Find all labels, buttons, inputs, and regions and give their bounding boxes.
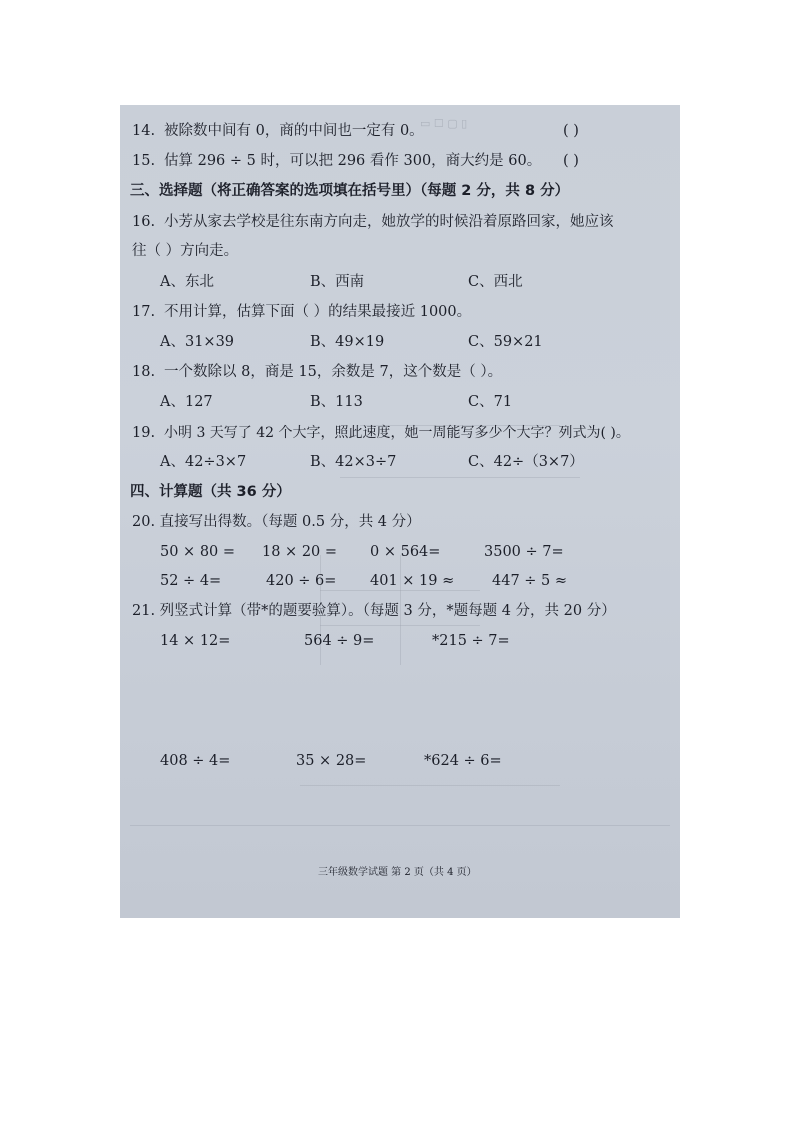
question-18-option-a[interactable]: A、127: [160, 394, 213, 410]
section-4-title: 四、计算题（共 36 分）: [130, 484, 291, 500]
q20-item: 52 ÷ 4=: [160, 573, 222, 589]
bleed-through: [130, 825, 670, 826]
q21-item: *215 ÷ 7=: [432, 633, 510, 649]
question-15-number: 15.: [132, 153, 156, 169]
question-16-option-a[interactable]: A、东北: [160, 274, 214, 290]
bleed-through: [300, 785, 560, 786]
question-18-option-b[interactable]: B、113: [310, 394, 363, 410]
question-16-option-b[interactable]: B、西南: [310, 274, 365, 290]
question-17-number: 17.: [132, 304, 156, 320]
question-19-option-a[interactable]: A、42÷3×7: [160, 454, 247, 470]
question-18-number: 18.: [132, 364, 156, 380]
q20-item: 401 × 19 ≈: [370, 573, 455, 589]
question-14-number: 14.: [132, 123, 156, 139]
question-19-option-c[interactable]: C、42÷（3×7）: [468, 454, 584, 470]
scanned-page: [120, 105, 680, 918]
question-21-title: 21. 列竖式计算（带*的题要验算）。（每题 3 分，*题每题 4 分，共 20 分）: [132, 603, 616, 619]
question-19-option-b[interactable]: B、42×3÷7: [310, 454, 397, 470]
question-15-text: 估算 296 ÷ 5 时，可以把 296 看作 300，商大约是 60。: [164, 153, 542, 169]
question-14-text: 被除数中间有 0，商的中间也一定有 0。: [164, 123, 424, 139]
bleed-through: ▭ ☐ ▢ ▯: [420, 117, 468, 130]
question-15-answer-blank[interactable]: ( ): [563, 153, 579, 169]
question-18-text: 一个数除以 8，商是 15，余数是 7，这个数是（ ）。: [164, 364, 503, 380]
q20-item: 447 ÷ 5 ≈: [492, 573, 568, 589]
bleed-through: [340, 477, 580, 478]
question-16-number: 16.: [132, 214, 156, 230]
question-16-option-c[interactable]: C、西北: [468, 274, 523, 290]
q21-item: 408 ÷ 4=: [160, 753, 231, 769]
q21-item: 564 ÷ 9=: [304, 633, 375, 649]
q20-item: 0 × 564=: [370, 544, 441, 560]
q20-item: 420 ÷ 6=: [266, 573, 337, 589]
question-17-option-c[interactable]: C、59×21: [468, 334, 543, 350]
q20-item: 3500 ÷ 7=: [484, 544, 564, 560]
question-16-text-line2: 往（ ）方向走。: [132, 243, 239, 259]
question-19-number: 19.: [132, 425, 156, 441]
question-17-option-b[interactable]: B、49×19: [310, 334, 385, 350]
question-16-text-line1: 小芳从家去学校是往东南方向走，她放学的时候沿着原路回家，她应该: [164, 214, 614, 230]
question-17-option-a[interactable]: A、31×39: [160, 334, 235, 350]
question-20-title: 20. 直接写出得数。（每题 0.5 分，共 4 分）: [132, 514, 421, 530]
section-3-title: 三、选择题（将正确答案的选项填在括号里）（每题 2 分，共 8 分）: [130, 183, 570, 199]
question-18-option-c[interactable]: C、71: [468, 394, 513, 410]
bleed-through: [320, 590, 480, 591]
bleed-through: [320, 625, 480, 626]
page-footer: 三年级数学试题 第 2 页（共 4 页）: [318, 867, 477, 878]
question-19-text: 小明 3 天写了 42 个大字，照此速度，她一周能写多少个大字？列式为( )。: [164, 425, 630, 441]
q20-item: 50 × 80 =: [160, 544, 236, 560]
question-14-answer-blank[interactable]: ( ): [563, 123, 579, 139]
q21-item: 14 × 12=: [160, 633, 231, 649]
q20-item: 18 × 20 =: [262, 544, 338, 560]
question-17-text: 不用计算，估算下面（ ）的结果最接近 1000。: [164, 304, 472, 320]
q21-item: *624 ÷ 6=: [424, 753, 502, 769]
q21-item: 35 × 28=: [296, 753, 367, 769]
